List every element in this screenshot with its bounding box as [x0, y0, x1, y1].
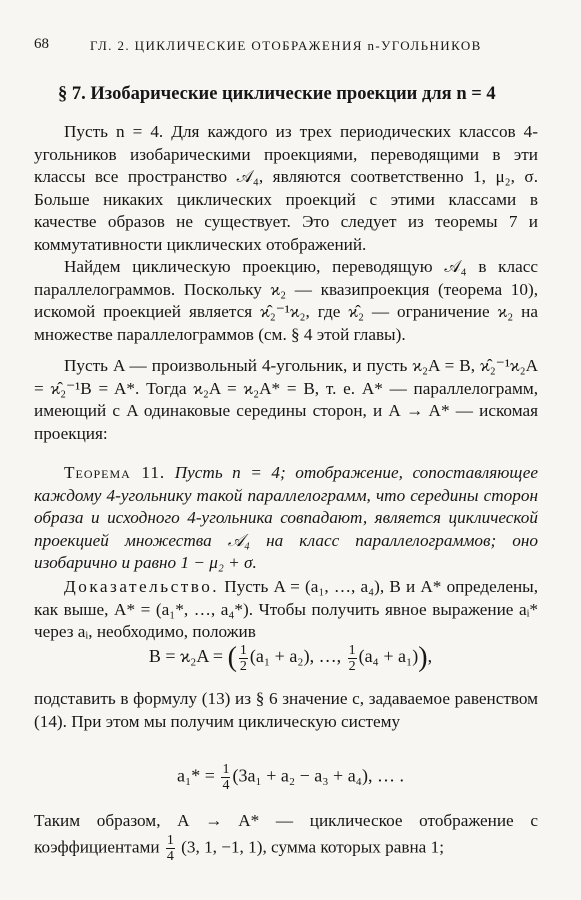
equation-2-lhs: a₁* =: [177, 765, 215, 786]
equation-1-tail: ,: [427, 646, 433, 667]
equation-2: [0, 762, 581, 793]
proof-paragraph-2: подставить в формулу (13) из § 6 значение c, задаваемое равенством (14). При этом мы получим циклическую систему: [34, 689, 538, 731]
equation-1: [0, 642, 581, 674]
proof-text-3a: Таким образом, A → A* — циклическое отображение с коэффициентами: [34, 811, 538, 856]
proof-text-1: Пусть A = (a₁, …, a₄), B и A* определены, как выше, A* = (a₁*, …, a₄*). Чтобы получить явное выражение aᵢ* через aᵢ, необходимо, положив: [34, 577, 538, 641]
equation-1-term-2: (a₄ + a₁): [358, 646, 419, 667]
proof-paragraph: [34, 576, 538, 644]
proof-label: Доказательство.: [64, 577, 220, 596]
proof-paragraph-3: [34, 810, 538, 864]
equation-1-term-1: (a₁ + a₂), …,: [249, 646, 342, 667]
paragraph-3: Пусть A — произвольный 4-угольник, и пусть ϰ₂A = B, ϰ̂₂⁻¹ϰ₂A = ϰ̂₂⁻¹B = A*. Тогда ϰ₂A = ϰ₂A* = B, т. е. A* — параллелограмм, имеющий с A одинаковые середины сторон, и A → A* — искомая проекция:: [34, 356, 538, 443]
equation-2-rhs: (3a₁ + a₂ − a₃ + a₄), … .: [232, 765, 404, 786]
coefficient-fraction: $\frac{1}{4}$: [166, 832, 174, 864]
paragraph-2: Найдем циклическую проекцию, переводящую 𝒜₄ в класс параллелограммов. Поскольку ϰ₂ — квазипроекция (теорема 10), искомой проекцией является ϰ̂₂⁻¹ϰ₂, где ϰ̂₂ — ограничение ϰ₂ на множестве параллелограммов (см. § 4 этой главы).: [34, 257, 538, 344]
theorem-text: Пусть n = 4; отображение, сопоставляющее каждому 4-угольнику такой параллелограмм, что середины сторон образа и исходного 4-угольника совпадают, является циклической проекцией множества 𝒜₄ на класс параллелограммов; оно изобарично и равно 1 − μ₂ + σ.: [34, 463, 538, 572]
page-number: 68: [34, 36, 49, 52]
left-paren: (: [227, 642, 237, 673]
fraction-1: $\frac{1}{2}$: [239, 642, 247, 674]
fraction-3: $\frac{1}{4}$: [222, 762, 230, 793]
theorem-label: Теорема 11.: [64, 463, 166, 482]
fraction-2: $\frac{1}{2}$: [348, 642, 356, 674]
theorem-11: [34, 462, 538, 575]
running-head: ГЛ. 2. ЦИКЛИЧЕСКИЕ ОТОБРАЖЕНИЯ n-УГОЛЬНИКОВ: [90, 38, 482, 53]
right-paren: ): [418, 642, 428, 673]
equation-1-lhs: B = ϰ₂A =: [148, 646, 224, 667]
proof-text-3b: (3, 1, −1, 1), сумма которых равна 1;: [181, 836, 444, 856]
section-heading: § 7. Изобарические циклические проекции для n = 4: [58, 84, 496, 104]
paragraph-1: Пусть n = 4. Для каждого из трех периодических классов 4-угольников изобарическими проекциями, переводящими в эти классы все пространство 𝒜₄, являются соответственно 1, μ₂, σ. Больше никаких циклических проекций с этими классами в качестве образов не существует. Это следует из теоремы 7 и коммутативности циклических отображений.: [34, 122, 538, 254]
